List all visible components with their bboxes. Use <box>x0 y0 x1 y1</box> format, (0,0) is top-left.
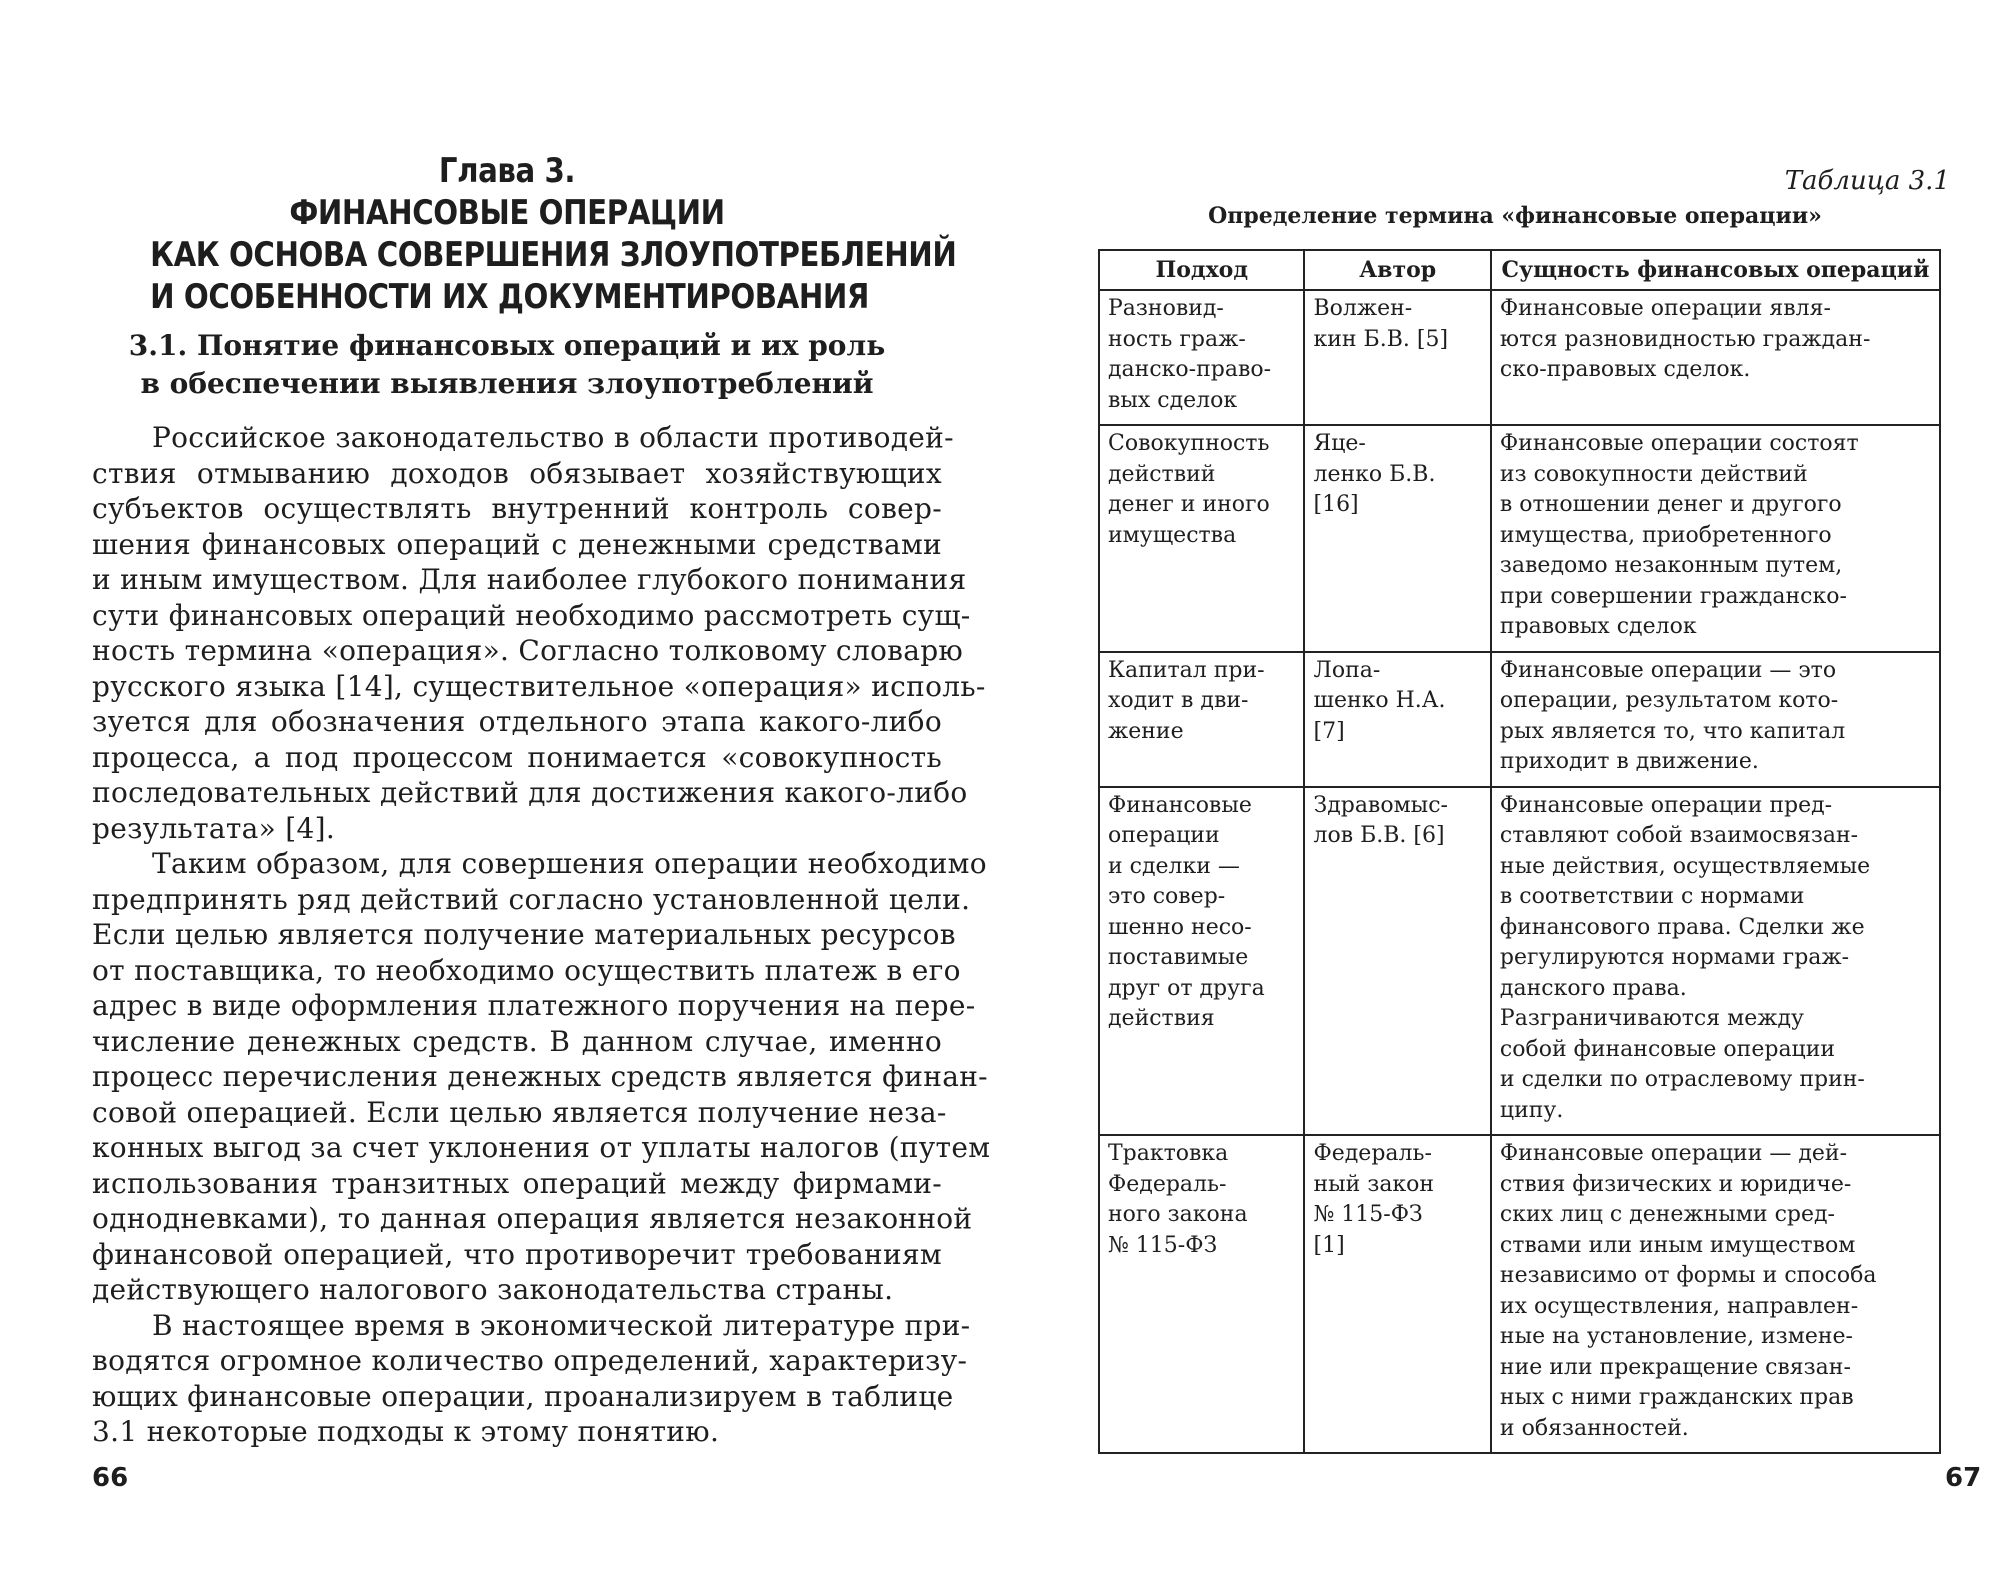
author-cell: Федераль- ный закон № 115-ФЗ [1] <box>1304 1135 1490 1453</box>
text-line: адрес в виде оформления платежного поручения на пере- <box>92 989 976 1022</box>
text-line: сути финансовых операций необходимо рассмотреть сущ- <box>92 598 971 632</box>
approach-cell: Финансовые операции и сделки — это совер- шенно несо- поставимые друг от друга действия <box>1099 787 1304 1136</box>
text-line: предпринять ряд действий согласно установленной цели. <box>92 882 971 916</box>
text-line: ность термина «операция». Согласно толковому словарю <box>92 634 964 667</box>
text-line: водятся огромное количество определений, характеризу- <box>92 1344 968 1377</box>
column-header: Подход <box>1099 250 1304 290</box>
text-line: однодневками), то данная операция является незаконной <box>92 1202 973 1235</box>
text-line: зуется для обозначения отдельного этапа какого-либо <box>92 705 942 738</box>
text-line: числение денежных средств. В данном случае, именно <box>92 1024 942 1058</box>
author-cell: Волжен- кин Б.В. [5] <box>1304 290 1490 425</box>
text-line: от поставщика, то необходимо осуществить платеж в его <box>92 953 961 987</box>
chapter-title-line: ФИНАНСОВЫЕ ОПЕРАЦИИ <box>289 193 725 233</box>
text-line: русского языка [14], существительное «операция» исполь- <box>92 669 986 703</box>
table-row <box>1099 1135 1940 1453</box>
text-line: ствия отмыванию доходов обязывает хозяйствующих <box>92 456 942 490</box>
table-label: Таблица 3.1 <box>1784 166 1950 196</box>
page-number: 67 <box>1945 1463 1982 1493</box>
approach-cell: Трактовка Федераль- ного закона № 115-ФЗ <box>1099 1135 1304 1453</box>
text-line: ющих финансовые операции, проанализируем в таблице <box>92 1379 954 1413</box>
table-row <box>1099 787 1940 1136</box>
essence-cell: Финансовые операции пред- ставляют собой взаимосвязан- ные действия, осуществляемые в соответствии с нормами финансового права. Сделки же регулируются нормами граж- данского права. Разграничиваются между собой финансовые операции и сделки по отраслевому прин- ципу. <box>1491 787 1940 1136</box>
right-page <box>1000 0 2000 1585</box>
approach-cell: Капитал при- ходит в дви- жение <box>1099 652 1304 787</box>
text-line: Если целью является получение материальных ресурсов <box>92 918 956 951</box>
section-title-line: в обеспечении выявления злоупотреблений <box>140 367 874 400</box>
text-line: процесса, а под процессом понимается «совокупность <box>92 740 942 774</box>
text-line: 3.1 некоторые подходы к этому понятию. <box>92 1415 720 1448</box>
text-line: и иным имуществом. Для наиболее глубокого понимания <box>92 563 967 596</box>
text-line: результата» [4]. <box>92 811 336 845</box>
section-title <box>92 327 922 403</box>
chapter-title <box>150 150 957 318</box>
essence-cell: Финансовые операции состоят из совокупности действий в отношении денег и другого имущества, приобретенного заведомо незаконным путем, при совершении гражданско- правовых сделок <box>1491 425 1940 652</box>
page-number: 66 <box>92 1463 129 1493</box>
table-row <box>1099 425 1940 652</box>
column-header: Автор <box>1304 250 1490 290</box>
text-line: последовательных действий для достижения какого-либо <box>92 776 968 809</box>
chapter-title-line: И ОСОБЕННОСТИ ИХ ДОКУМЕНТИРОВАНИЯ <box>150 277 870 317</box>
author-cell: Яце- ленко Б.В. [16] <box>1304 425 1490 652</box>
text-line: финансовой операцией, что противоречит требованиям <box>92 1237 942 1271</box>
text-line: шения финансовых операций с денежными средствами <box>92 527 942 561</box>
text-line: субъектов осуществлять внутренний контроль совер- <box>92 492 942 525</box>
text-line: процесс перечисления денежных средств является финан- <box>92 1060 988 1093</box>
text-line: Российское законодательство в области противодей- <box>152 421 954 454</box>
author-cell: Лопа- шенко Н.А. [7] <box>1304 652 1490 787</box>
section-title-line: 3.1. Понятие финансовых операций и их роль <box>128 329 886 362</box>
table-header-row <box>1099 250 1940 290</box>
text-line: использования транзитных операций между фирмами- <box>92 1166 942 1200</box>
author-cell: Здравомыс- лов Б.В. [6] <box>1304 787 1490 1136</box>
text-line: В настоящее время в экономической литературе при- <box>152 1308 971 1342</box>
definitions-table <box>1098 249 1941 1454</box>
text-line: конных выгод за счет уклонения от уплаты налогов (путем <box>92 1131 991 1164</box>
column-header: Сущность финансовых операций <box>1491 250 1940 290</box>
essence-cell: Финансовые операции — дей- ствия физических и юридиче- ских лиц с денежными сред- ствами или иным имуществом независимо от формы и способа их осуществления, направлен- ные на установление, измене- ние или прекращение связан- ных с ними гражданских прав и обязанностей. <box>1491 1135 1940 1453</box>
chapter-title-line: КАК ОСНОВА СОВЕРШЕНИЯ ЗЛОУПОТРЕБЛЕНИЙ <box>150 235 957 275</box>
chapter-number: Глава 3. <box>438 151 576 191</box>
table-title: Определение термина «финансовые операции» <box>1208 203 1822 229</box>
text-line: Таким образом, для совершения операции необходимо <box>152 847 987 880</box>
approach-cell: Совокупность действий денег и иного имущества <box>1099 425 1304 652</box>
essence-cell: Финансовые операции — это операции, результатом кото- рых является то, что капитал приходит в движение. <box>1491 652 1940 787</box>
text-line: совой операцией. Если целью является получение неза- <box>92 1095 947 1129</box>
table-row <box>1099 652 1940 787</box>
body-text <box>92 420 991 1450</box>
text-line: действующего налогового законодательства страны. <box>92 1273 894 1306</box>
table-row <box>1099 290 1940 425</box>
approach-cell: Разновид- ность граж- данско-право- вых сделок <box>1099 290 1304 425</box>
essence-cell: Финансовые операции явля- ются разновидностью граждан- ско-правовых сделок. <box>1491 290 1940 425</box>
